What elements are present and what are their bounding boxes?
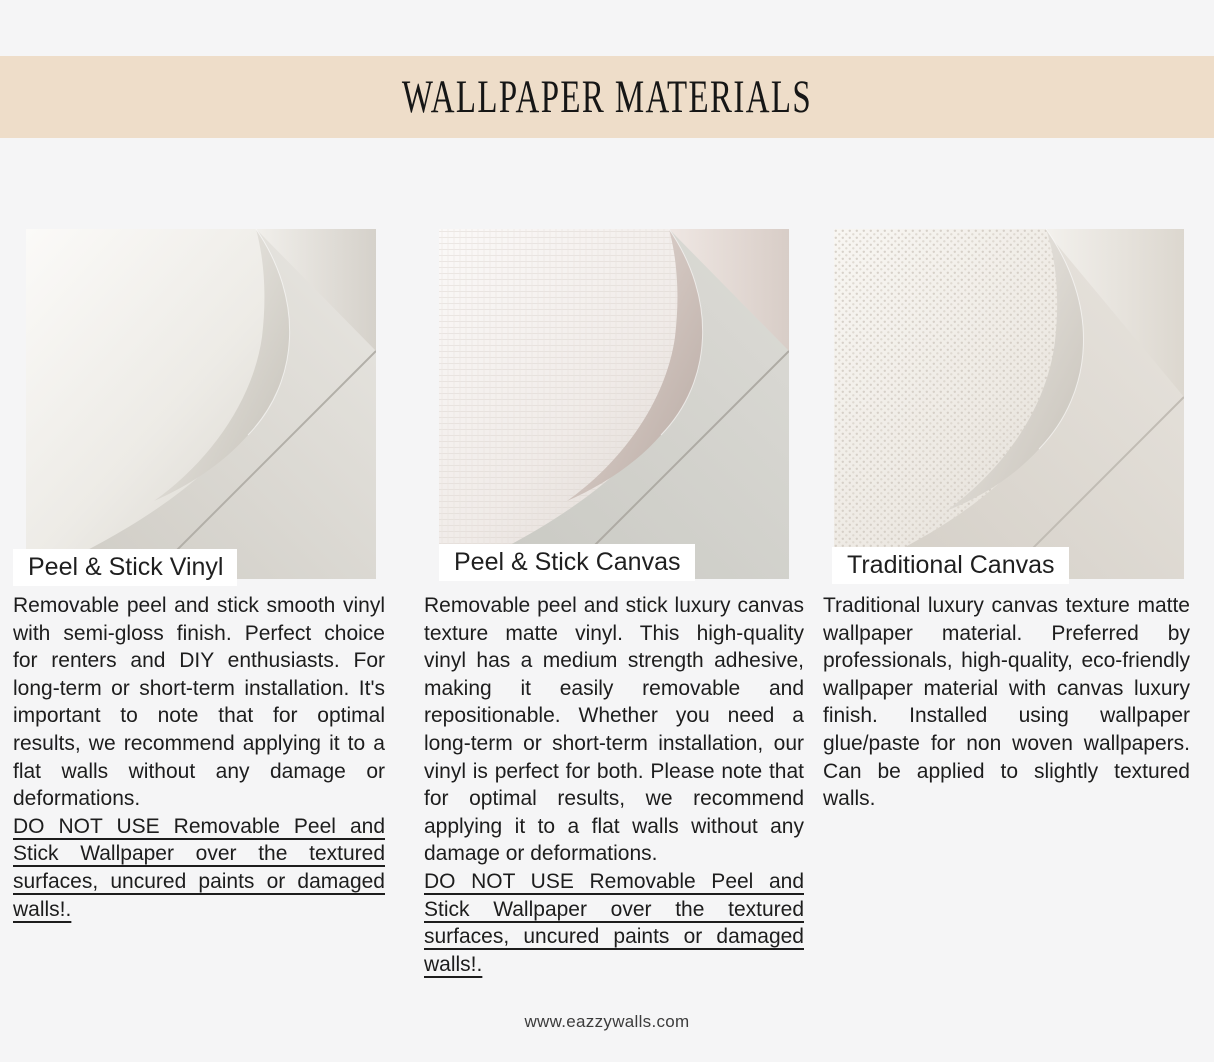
material-card-vinyl [13, 229, 385, 923]
material-label: Peel & Stick Canvas [439, 544, 695, 581]
page-title: WALLPAPER MATERIALS [401, 71, 813, 123]
peel-stick-canvas-photo [439, 229, 789, 579]
material-description: Removable peel and stick luxury canvas texture matte vinyl. This high-quality vinyl has a medium strength adhesive, making it easily removable and repositionable. Whether you need a long-term or short-term installation, our vinyl is perfect for both. Please note that for optimal results, we recommend applying it to a flat walls without any damage or deformations. [424, 594, 804, 866]
title-banner [0, 56, 1214, 138]
material-card-traditional-canvas [823, 229, 1190, 813]
peel-stick-vinyl-photo [26, 229, 376, 579]
material-card-canvas-vinyl [424, 229, 804, 979]
material-description: Removable peel and stick smooth vinyl with semi-gloss finish. Perfect choice for renters and DIY enthusiasts. For long-term or short-term installation. It's important to note that for optimal results, we recommend applying it to a flat walls without any damage or deformations. [13, 594, 385, 811]
material-warning: DO NOT USE Removable Peel and Stick Wallpaper over the textured surfaces, uncured paints or damaged walls!. [13, 814, 385, 921]
material-label: Peel & Stick Vinyl [13, 549, 237, 586]
material-description: Traditional luxury canvas texture matte wallpaper material. Preferred by professionals, high-quality, eco-friendly wallpaper material with canvas luxury finish. Installed using wallpaper glue/paste for non woven wallpapers. Can be applied to slightly textured walls. [823, 594, 1190, 811]
website-url: www.eazzywalls.com [524, 1012, 690, 1031]
material-label: Traditional Canvas [832, 547, 1069, 584]
traditional-canvas-photo [834, 229, 1184, 579]
footer [0, 1012, 1214, 1032]
material-warning: DO NOT USE Removable Peel and Stick Wallpaper over the textured surfaces, uncured paints or damaged walls!. [424, 870, 804, 976]
